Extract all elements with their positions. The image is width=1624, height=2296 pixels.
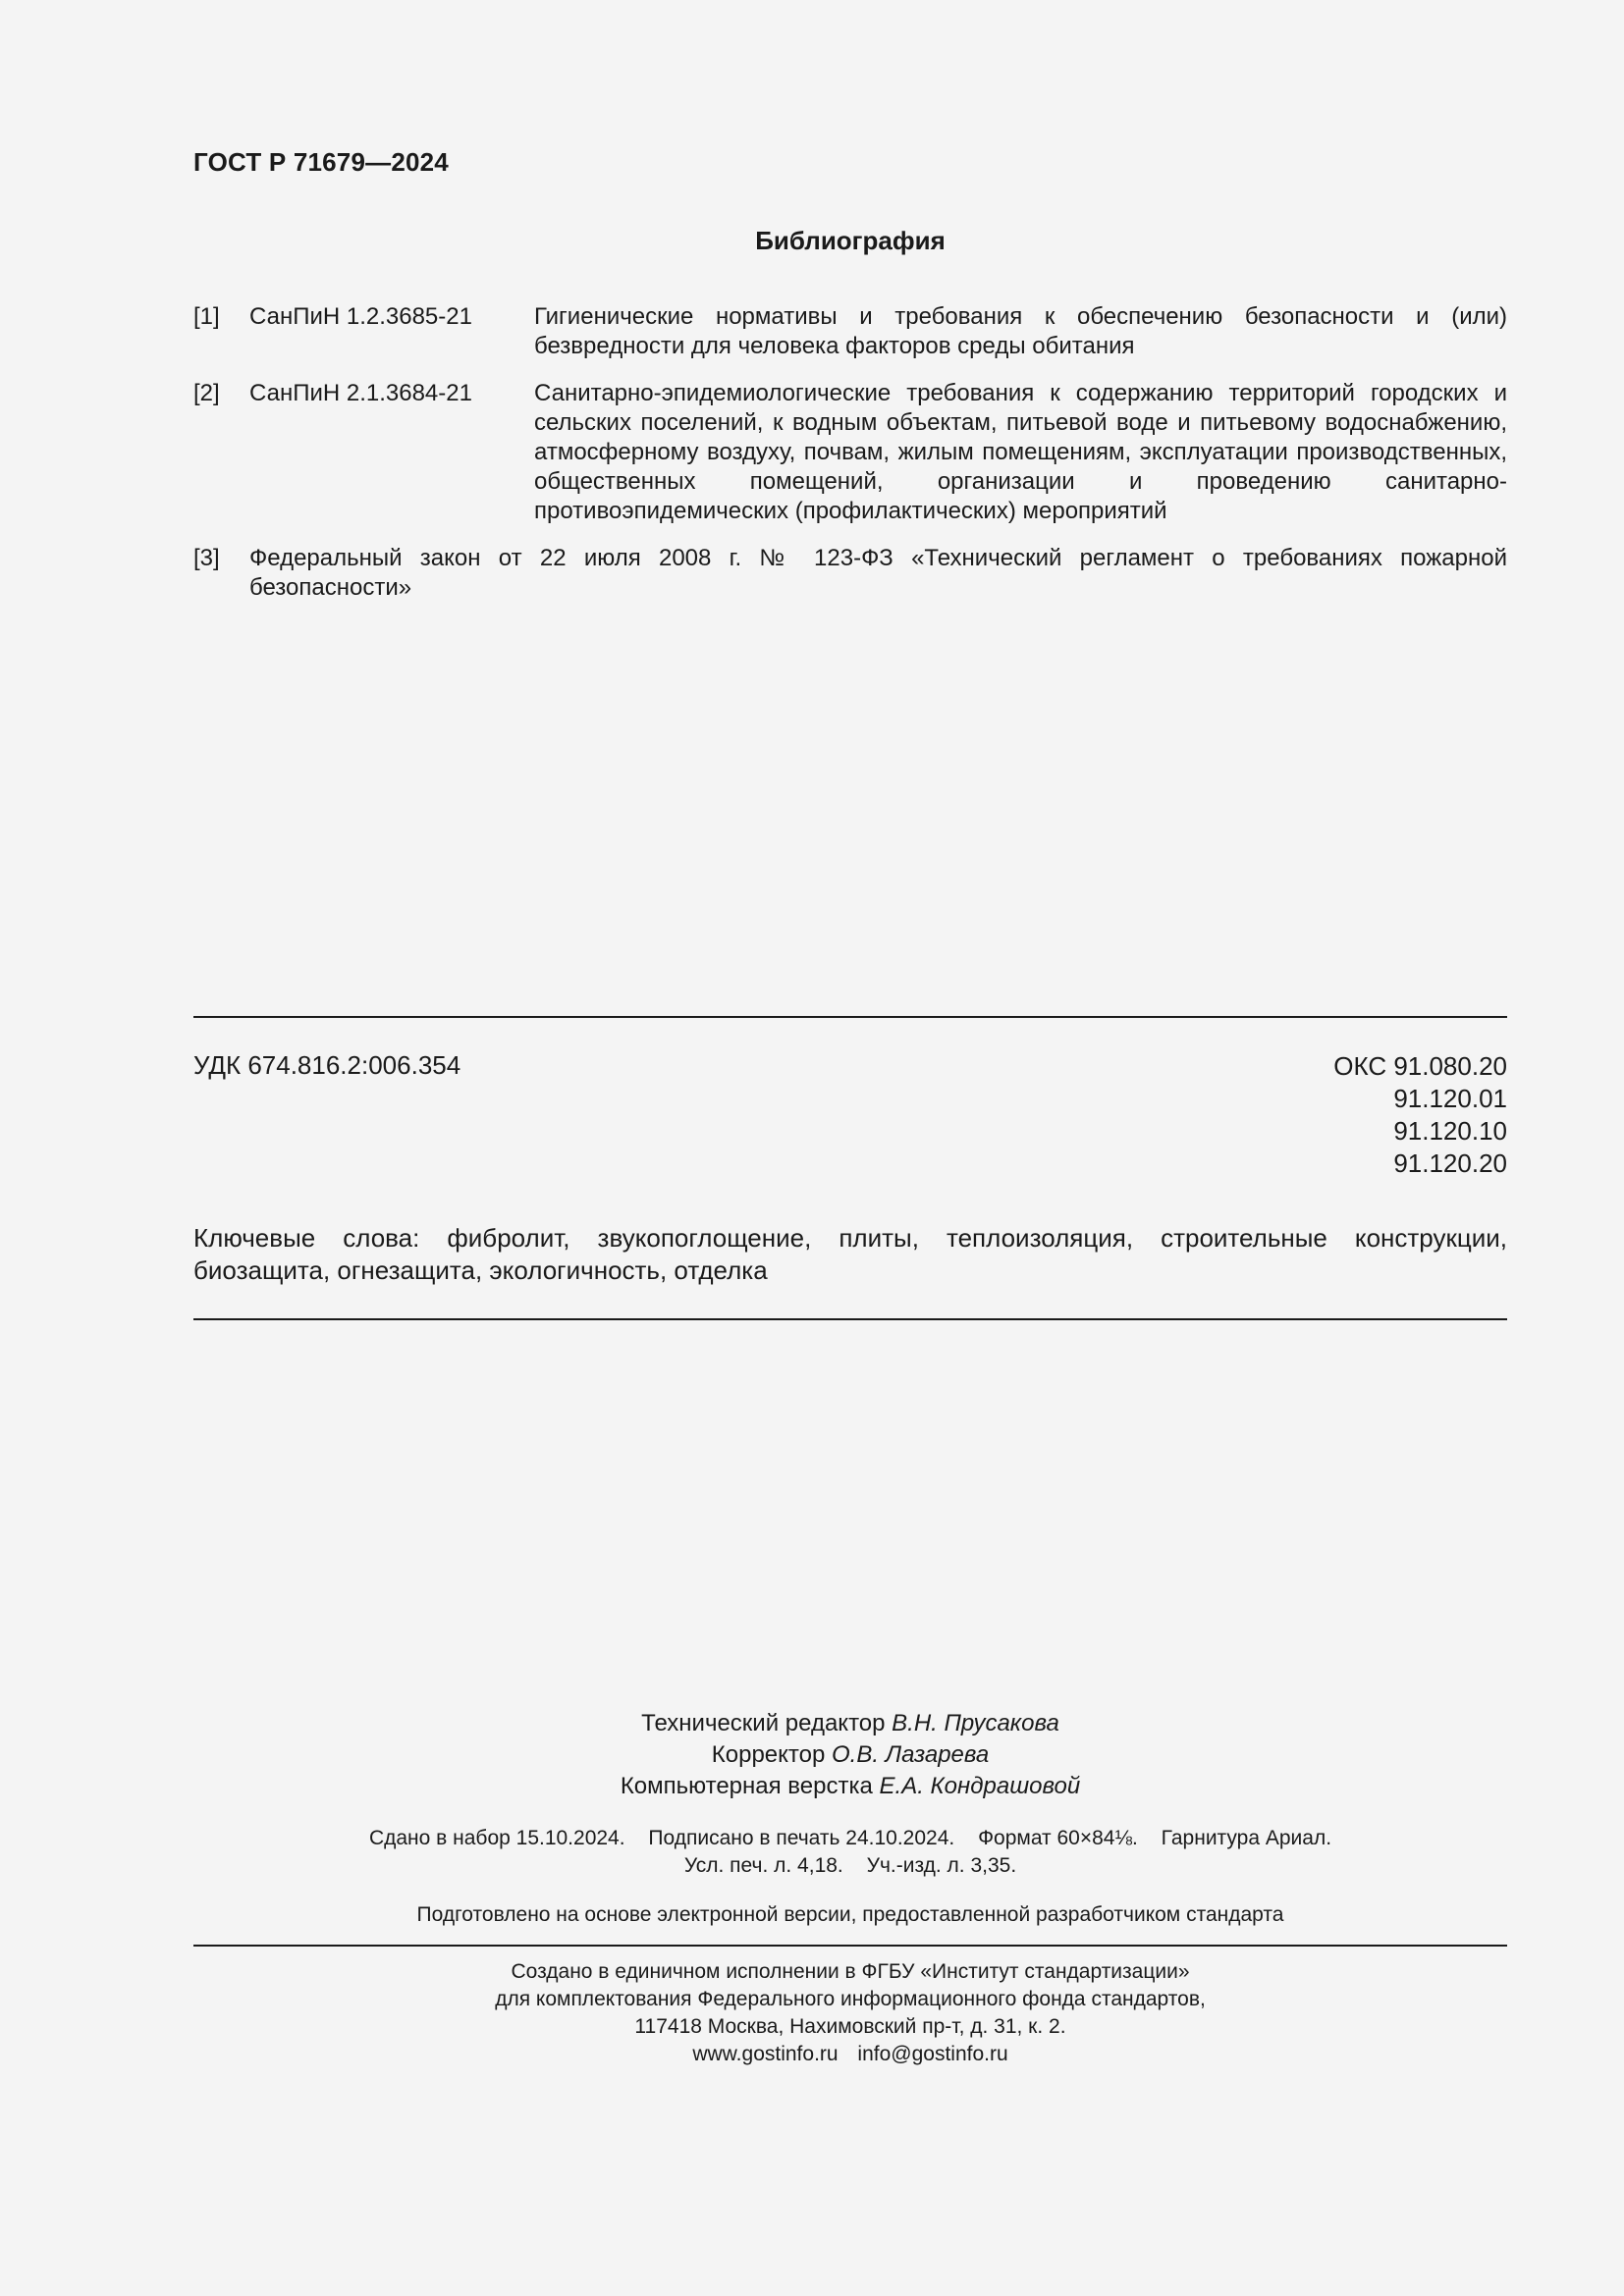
credit-role: Технический редактор: [641, 1710, 886, 1736]
bibliography-item-text: Федеральный закон от 22 июля 2008 г. № 123-ФЗ «Технический регламент о требованиях пожарной безопасности»: [249, 545, 1507, 601]
email-link[interactable]: info@gostinfo.ru: [857, 2043, 1008, 2065]
credits: [193, 1708, 1507, 1802]
bibliography-item: [193, 379, 1507, 526]
top-divider: [193, 1016, 1507, 1018]
bottom-divider: [193, 1318, 1507, 1320]
footer-divider: [193, 1945, 1507, 1947]
typeface: Гарнитура Ариал.: [1161, 1827, 1332, 1849]
print-info: [193, 1825, 1507, 1880]
oks-code: ОКС 91.080.20: [1333, 1051, 1507, 1081]
bibliography-list: [193, 302, 1507, 620]
bibliography-title: Библиография: [755, 226, 946, 255]
publisher-address: 117418 Москва, Нахимовский пр-т, д. 31, к. 2.: [634, 2015, 1066, 2038]
oks-code: 91.120.10: [1393, 1116, 1507, 1146]
credit-role: Компьютерная верстка: [620, 1773, 873, 1799]
bibliography-item-text: Санитарно-эпидемиологические требования к содержанию территорий городских и сельских поселений, к водным объектам, питьевой воде и питьевому водоснабжению, атмосферному воздуху, почвам, жилым помещениям, эксплуатации производственных, общественных помещений, организации и проведению санитарно-противоэпидемических (профилактических) мероприятий: [534, 380, 1507, 524]
credit-line: [193, 1771, 1507, 1802]
edit-sheets: Уч.-изд. л. 3,35.: [866, 1854, 1017, 1877]
standard-code: ГОСТ Р 71679—2024: [193, 147, 449, 177]
paper-format: Формат 60×84⅛.: [978, 1827, 1138, 1849]
publisher-info: [193, 1958, 1507, 2068]
bibliography-item: [193, 302, 1507, 361]
oks-code: 91.120.20: [1393, 1148, 1507, 1178]
credit-line: [193, 1708, 1507, 1739]
bibliography-item-number: [1]: [193, 303, 220, 330]
publisher-line: для комплектования Федерального информационного фонда стандартов,: [495, 1988, 1206, 2010]
oks-code: 91.120.01: [1393, 1084, 1507, 1113]
credit-name: О.В. Лазарева: [832, 1741, 990, 1768]
publisher-contacts: [193, 2041, 1507, 2068]
print-info-line: [193, 1852, 1507, 1880]
bibliography-item: [193, 544, 1507, 603]
credit-line: [193, 1739, 1507, 1771]
print-info-line: [193, 1825, 1507, 1852]
credit-role: Корректор: [711, 1741, 826, 1768]
credit-name: В.Н. Прусакова: [892, 1710, 1059, 1736]
udk-code: УДК 674.816.2:006.354: [193, 1050, 461, 1080]
signed-date: Подписано в печать 24.10.2024.: [648, 1827, 955, 1849]
bibliography-item-number: [3]: [193, 545, 220, 571]
bibliography-item-number: [2]: [193, 380, 220, 406]
submitted-date: Сдано в набор 15.10.2024.: [368, 1827, 625, 1849]
bibliography-item-code: СанПиН 1.2.3685-21: [249, 303, 472, 330]
prepared-note: Подготовлено на основе электронной версии, предоставленной разработчиком стандарта: [416, 1903, 1284, 1926]
credit-name: Е.А. Кондрашовой: [879, 1773, 1081, 1799]
bibliography-item-text: Гигиенические нормативы и требования к обеспечению безопасности и (или) безвредности для человека факторов среды обитания: [534, 303, 1507, 359]
publisher-line: Создано в единичном исполнении в ФГБУ «Институт стандартизации»: [511, 1960, 1190, 1983]
website-link[interactable]: www.gostinfo.ru: [692, 2043, 839, 2065]
oks-codes: [1333, 1050, 1507, 1180]
keywords: Ключевые слова: фибролит, звукопоглощение, плиты, теплоизоляция, строительные конструкции, биозащита, огнезащита, экологичность, отделка: [193, 1223, 1507, 1285]
print-sheets: Усл. печ. л. 4,18.: [683, 1854, 843, 1877]
bibliography-item-code: СанПиН 2.1.3684-21: [249, 380, 472, 406]
